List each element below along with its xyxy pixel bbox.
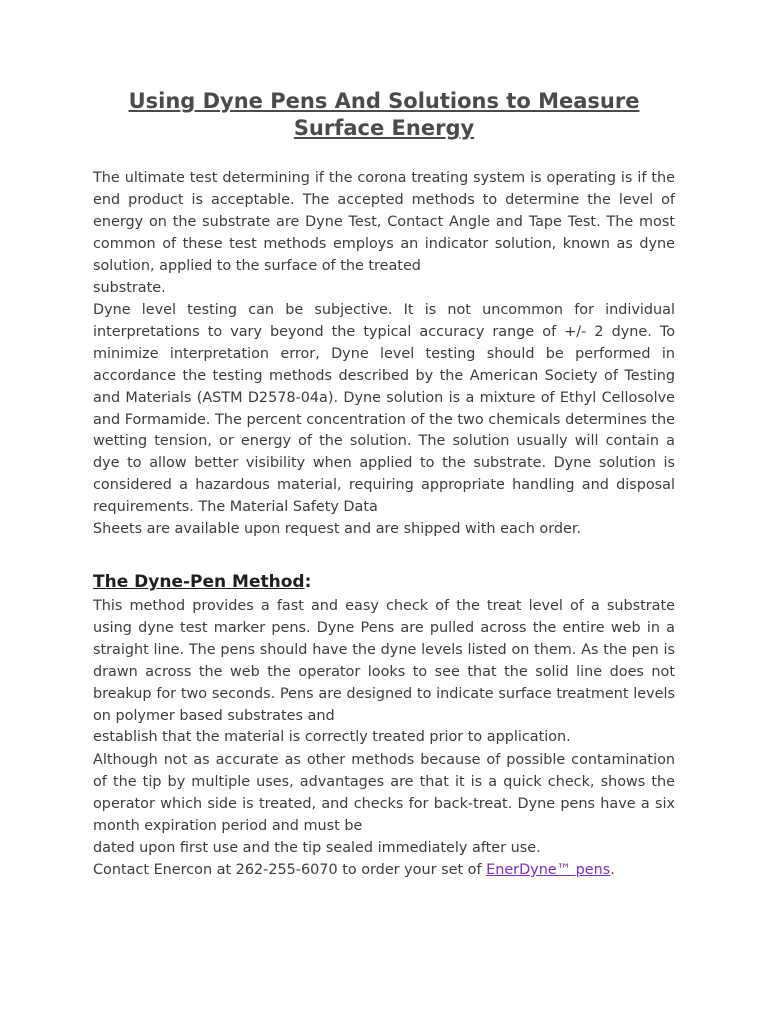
intro-paragraph-2 [93,300,675,541]
page-title: Using Dyne Pens And Solutions to Measure Surface Energy [128,89,640,140]
section-heading-text: The Dyne-Pen Method [93,572,305,592]
section-text-1-end: establish that the material is correctly treated prior to application. [93,729,571,746]
intro-text-1: The ultimate test determining if the corona treating system is operating is if the end product is acceptable. The accepted methods to determine the level of energy on the substrate are Dyne Test, Contact Angle and Tape Test. The most common of these test methods employs an indicator solution, known as dyne solution, applied to the surface of the treated [93,170,675,274]
intro-text-2: Dyne level testing can be subjective. It is not uncommon for individual interpretations to vary beyond the typical accuracy range of +/- 2 dyne. To minimize interpretation error, Dyne level testing should be performed in accordance the testing methods described by the American Society of Testing and Materials (ASTM D2578-04a). Dyne solution is a mixture of Ethyl Cellosolve and Formamide. The percent concentration of the two chemicals determines the wetting tension, or energy of the solution. The solution usually will contain a dye to allow better visibility when applied to the substrate. Dyne solution is considered a hazardous material, requiring appropriate handling and disposal requirements. The Material Safety Data [93,302,675,516]
intro-text-2-end: Sheets are available upon request and are shipped with each order. [93,521,582,538]
contact-period: . [610,862,615,878]
enerdyne-pens-link[interactable]: EnerDyne™ pens [486,862,611,878]
section-text-1: This method provides a fast and easy check of the treat level of a substrate using dyne test marker pens. Dyne Pens are pulled across the entire web in a straight line. The pens should have the dyne levels listed on them. As the pen is drawn across the web the operator looks to see that the solid line does not breakup for two seconds. Pens are designed to indicate surface treatment levels on polymer based substrates and [93,598,675,724]
intro-text-1-end: substrate. [93,279,166,296]
section-heading [93,570,311,594]
section-text-2-end: dated upon first use and the tip sealed immediately after use. [93,839,541,856]
contact-text: Contact Enercon at 262-255-6070 to order your set of [93,862,487,878]
section-heading-colon: : [304,572,312,592]
section-paragraph-2 [93,750,675,860]
section-text-2: Although not as accurate as other methods because of possible contamination of the tip by multiple uses, advantages are that it is a quick check, shows the operator which side is treated, and checks for back-treat. Dyne pens have a six month expiration period and must be [93,752,675,834]
section-paragraph-1 [93,596,675,749]
contact-paragraph [93,860,675,882]
intro-paragraph-1 [93,168,675,299]
